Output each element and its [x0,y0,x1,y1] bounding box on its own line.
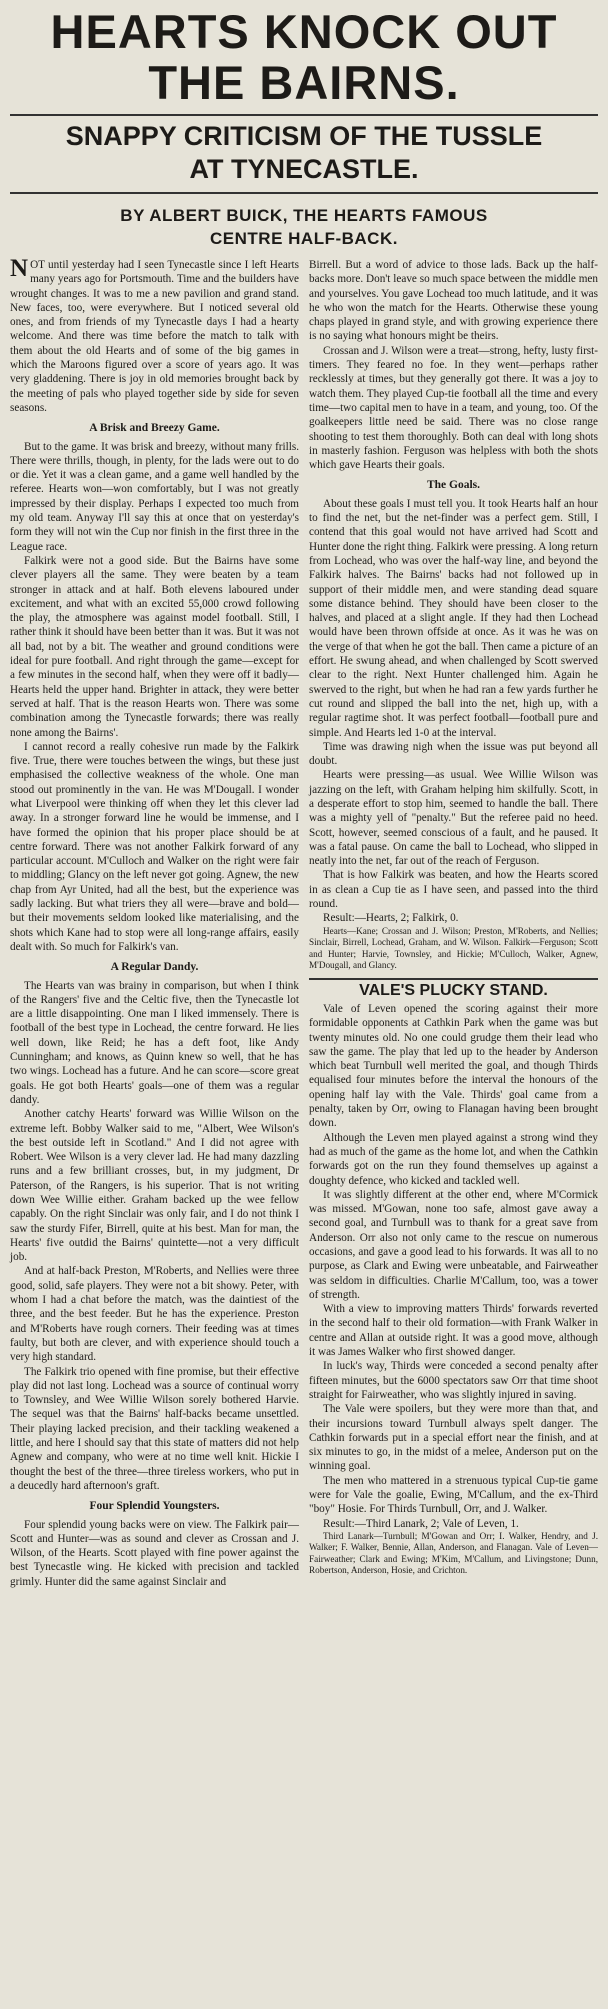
headline-line2: THE BAIRNS. [148,56,460,109]
paragraph [10,255,299,415]
paragraph: Time was drawing nigh when the issue was put beyond all doubt. [309,740,598,768]
article-columns [10,255,598,1589]
drop-cap: N [10,255,29,282]
paragraph: That is how Falkirk was beaten, and how the Hearts scored in as clean a Cup tie as I have seen, and passed into the third round. [309,869,598,911]
match-result: Result:—Hearts, 2; Falkirk, 0. [323,912,459,925]
paragraph: Falkirk were not a good side. But the Bairns have some clever players all the same. They were beaten by a team stronger in attack and at half. Both elevens laboured under excitement, and what with an excited 55,000 crowd following the play, the atmosphere was against model football. Still, I rather think it should have been better than it was. But it was not all bad, not by a bit. The weather and ground conditions were ideal for pure football. And right through the game—except for a few minutes in the second half, when they were off it badly—Hearts held the upper hand. Brighter in attack, they were better served at half. That is the reason Hearts won. There was some combination among the Tynecastle forwards; there was really none among the Bairns'. [10,554,299,739]
subhead [10,120,598,186]
paragraph: The Vale were spoilers, but they were more than that, and their incursions toward Turnbull always spelt danger. The Cathkin forwards put in a special effort near the finish, and at six minutes to go, in the midst of a melee, Anderson put on the winning goal. [309,1403,598,1473]
match-result: Result:—Third Lanark, 2; Vale of Leven, 1. [323,1517,519,1530]
subheading: Four Splendid Youngsters. [89,1500,220,1513]
paragraph: Hearts were pressing—as usual. Wee Willie Wilson was jazzing on the left, with Graham helping him skilfully. Scott, in a desperate effort to stop him, seemed to handle the ball. There was a mighty yell of "penalty." But the referee paid no heed. Scott, however, seemed conscious of a fault, and he paused. It was a fatal pause. On came the ball to Lochead, who slipped in neatly into the net, far out of the reach of Ferguson. [309,769,598,868]
headline [10,6,598,108]
paragraph: Vale of Leven opened the scoring against their more formidable opponents at Cathkin Park when the game was but twenty minutes old. No one could grudge them their lead who saw the game. The play that led up to the header by Anderson which beat Turnbull well merited the goal, and though Thirds equalised four minutes before the interval the honours of the opening half lay with the Vale. Thirds' goal came from a penalty, taken by Orr, owing to Flanagan having been brought down. [309,1002,598,1130]
right-column [309,258,598,1589]
paragraph: But to the game. It was brisk and breezy, without many frills. There were thrills, though, in plenty, for the lads were out to do or die. Yet it was a clean game, and a game well handled by the referee. Hearts won—won comfortably, but I was not greatly impressed by their display. Perhaps I expected too much from my old team. Anyway I'll say this at once that on yesterday's form they will not win the Cup nor finish in the first three in the League race. [10,440,299,553]
subheading: A Brisk and Breezy Game. [89,422,220,435]
paragraph: Four splendid young backs were on view. The Falkirk pair—Scott and Hunter—was as sound and clever as Crossan and J. Wilson, of the Hearts. Scott played with fine power against the best Tynecastle wing. He kicked with precision and tackled grimly. Hunter did the same against Sinclair and [10,1518,299,1588]
headline-line1: HEARTS KNOCK OUT [50,5,558,58]
subhead-line1: SNAPPY CRITICISM OF THE TUSSLE [65,121,543,151]
paragraph: Although the Leven men played against a strong wind they had as much of the game as the home lot, and when the Cathkin forwards got on the run they found themselves up against a doughty defence, who kicked and tackled well. [309,1131,598,1187]
paragraph: Birrell. But a word of advice to those lads. Back up the half-backs more. Don't leave so much space between the middle men and yourselves. You gave Lochead too much latitude, and it was he who won the match for the Hearts. Otherwise these young chaps played in grand style, and with growing experience there is no saying what honours might be theirs. [309,259,598,343]
subheading: A Regular Dandy. [110,961,199,974]
divider [10,192,598,194]
divider [10,114,598,116]
byline-line2: CENTRE HALF-BACK. [210,229,398,248]
subhead-line2: AT TYNECASTLE. [189,154,419,184]
team-lineups: Hearts—Kane; Crossan and J. Wilson; Preston, M'Roberts, and Nellies; Sinclair, Birrell, Lochead, Graham, and W. Wilson. Falkirk—Ferguson; Scott and Hunter; Harvie, Townsley, and Hickie; M'Culloch, Walker, Agnew, M'Dougall, and Glancy. [309,925,598,971]
byline-line1: BY ALBERT BUICK, THE HEARTS FAMOUS [120,206,488,225]
paragraph: About these goals I must tell you. It took Hearts half an hour to find the net, but the net-finder was a perfect gem. Still, I contend that this goal would not have arrived had Scott and Hunter done the right thing. Falkirk were pressing. A long return from Lochead, who was over the half-way line, and beyond the Falkirk halves. The Bairns' backs had not followed up in support of their middle men, and were standing dead square some distance behind. They should have been closer to the halves, and placed at a slight angle. If they had then Lochead would have been thrown offside at once. As it was he was on the verge of that when he got the ball. Then came a picture of an effort. He swung ahead, and when challenged by Scott swerved clear to the right. Next Hunter challenged him. Again he swerved to the right, but when he had ran a few yards further he cut round and slipped the ball into the net, high up, with a regular ragtime shot. It was perfect football—football pure and simple. And Hearts led 1-0 at the interval. [309,497,598,739]
paragraph: Crossan and J. Wilson were a treat—strong, hefty, lusty first-timers. They feared no foe. In they went—perhaps rather recklessly at times, but they generally got there. It was a joy to watch them. They played Cup-tie football all the time and every time—two capital men to have in a team, and young, too. Of the goalkeepers little need be said. There was no close range shooting to test them thoroughly. Both can deal with long shots in masterly fashion. Ferguson was helpless with both the shots which gave Hearts their goals. [309,344,598,472]
left-column [10,255,299,1589]
paragraph: With a view to improving matters Thirds' forwards reverted in the second half to their old formation—with Frank Walker in centre and Allan at outside right. It was a good move, although it was James Walker who first showed danger. [309,1303,598,1359]
paragraph: In luck's way, Thirds were conceded a second penalty after fifteen minutes, but the 6000 spectators saw Orr that time shoot straight for Fairweather, who was slightly injured in saving. [309,1360,598,1401]
paragraph: The Falkirk trio opened with fine promise, but their effective play did not last long. Lochead was a source of continual worry to Townsley, and Wee Willie Wilson sorely bothered Harvie. The sequel was that the Bairns' half-backs became unsettled. Their playing lacked precision, and their tackling weakened a little, and here I should say that this state of matters did not help Agnew and company, who were at no time well knit. Hickie I thought the best of the three—three tireless workers, who put in a deucedly hard afternoon's graft. [10,1365,299,1492]
paragraph: And at half-back Preston, M'Roberts, and Nellies were three good, solid, safe players. They were not a bit showy. Peter, with whom I had a chat before the match, was the daintiest of the three, and the best feeder. But he has the experience. Preston and M'Roberts have rough corners. Their feeding was at times faulty, but both are clever, and with experience should touch a very high standard. [10,1265,299,1364]
team-lineups: Third Lanark—Turnbull; M'Gowan and Orr; I. Walker, Hendry, and J. Walker; F. Walker, Bennie, Allan, Anderson, and Flanagan. Vale of Leven—Fairweather; Clark and Ewing; M'Kim, M'Callum, and Livingstone; Dunn, Robertson, Anderson, Hosie, and Crichton. [309,1530,598,1576]
paragraph-text: OT until yesterday had I seen Tynecastle since I left Hearts many years ago for Portsmouth. Time and the builders have wrought changes. It was to me a new pavilion and grand stand. New faces, too, were everywhere. But I noticed several old ones, and from friends of my Tynecastle days I had a hearty welcome. And there was time before the match to talk with them about the old Hearts and of some of the big games in which the Maroons figured over a score of years ago. It was very gladdening. There is joy in old memories brought back by the meeting of pals who played together side by side for seven seasons. [10,259,299,414]
subheading: The Goals. [426,479,481,492]
byline [10,204,598,250]
paragraph: Another catchy Hearts' forward was Willie Wilson on the extreme left. Bobby Walker said to me, "Albert, Wee Wilson's the best outside left in Scotland." And I did not agree with Robert. Wee Wilson is a very clever lad. He had many dazzling runs and a few brilliant crosses, but, in my judgment, Dr Paterson, of the Rangers, is his superior. That is not writing down Wee Willie either. Graham backed up the wee fellow capably. On the right Sinclair was only fair, and I do not think I saw the sturdy Fifer, Birrell, quite at his best. Man for man, the Hearts' five outdid the Bairns' quintette—not a very difficult job. [10,1108,299,1264]
paragraph: I cannot record a really cohesive run made by the Falkirk five. True, there were touches between the wings, but these just emphasised the collective weakness of the whole. One man stood out prominently in the van. He was M'Dougall. I wonder what Liverpool were thinking off when they let this clever lad away. In a stronger forward line he would be immense, and I have formed the opinion that his proper place should be at centre forward. There was not another Falkirk forward of any particular account. M'Culloch and Walker on the right were fair to middling; Glancy on the left never got going. Agnew, the new chap from Ayr United, had all the best, but the experience was sadly lacking. But what triers they all were—brave and bold—but their movements seldom looked like materialising, and the shots which Kane had to stop were all long-range affairs, easily dealt with. So much for Falkirk's van. [10,740,299,953]
paragraph: It was slightly different at the other end, where M'Cormick was missed. M'Gowan, none too safe, almost gave away a second goal, and Turnbull was to thank for a great save from Anderson. Orr also not only came to the rescue on numerous occasions, and gave a good lead to his forwards. It was all to no purpose, as Clark and Ewing were unbeatable, and Fairweather was seldom in difficulties. Charlie M'Callum, too, was a tower of strength. [309,1188,598,1301]
paragraph: The Hearts van was brainy in comparison, but when I think of the Rangers' five and the Celtic five, then the Tynecastle lot are a little disappointing. One man I liked immensely. There is football of the best type in Lochead, the centre forward. He lies well down, like Reid; he has a deft foot, like Andy Cunningham; and knows, as Quinn knew so well, that he has two wings. Lochead has a future. And he can score—score great goals. He got both Hearts' goals—one of them was a regular dandy. [10,979,299,1106]
paragraph: The men who mattered in a strenuous typical Cup-tie game were for Vale the goalie, Ewing, M'Callum, and the ex-Third "boy" Hosie. For Thirds Turnbull, Orr, and J. Walker. [309,1474,598,1516]
section-heading: VALE'S PLUCKY STAND. [309,978,598,998]
